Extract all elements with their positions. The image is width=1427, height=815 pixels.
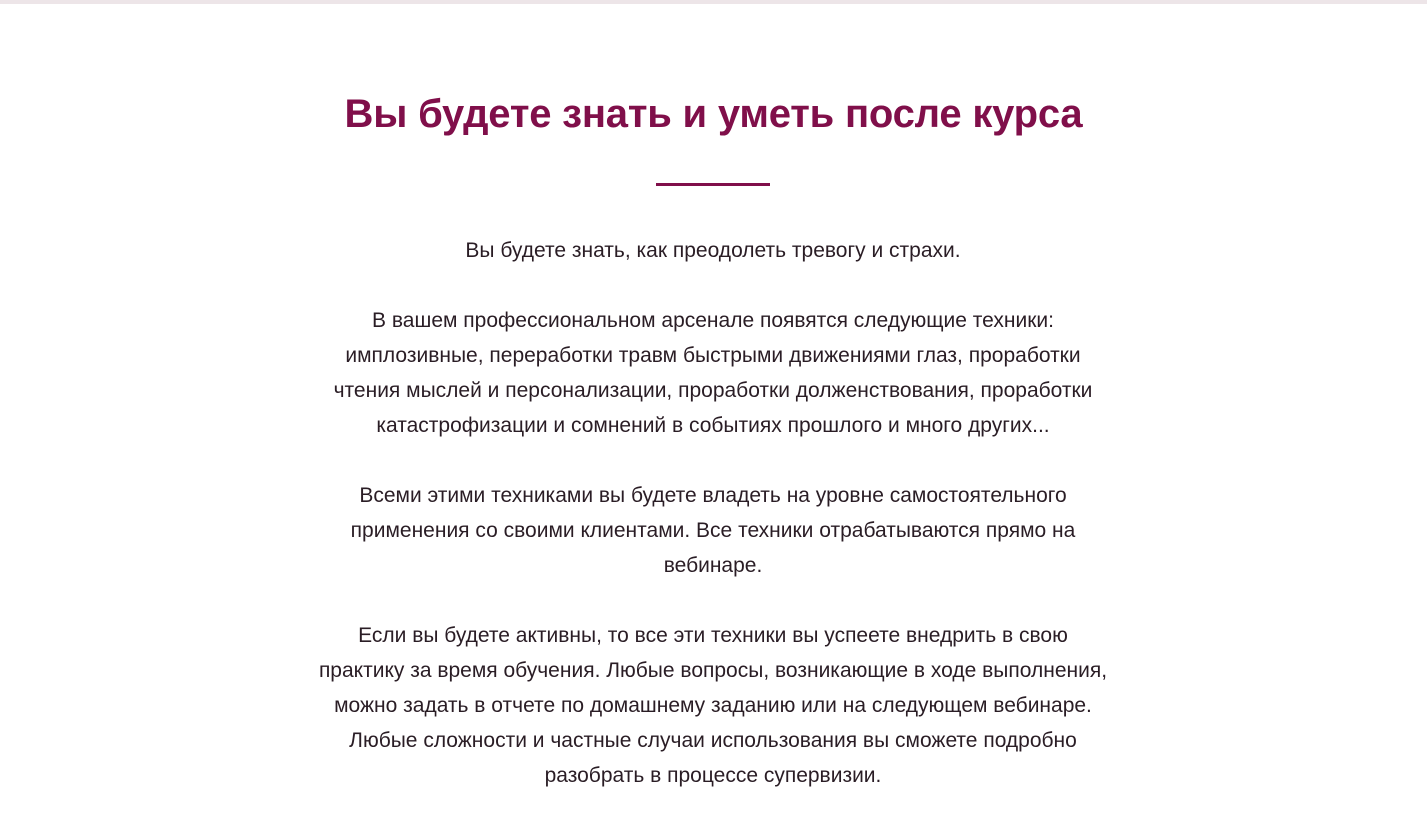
section-title: Вы будете знать и уметь после курса: [344, 92, 1083, 136]
paragraph-techniques: В вашем профессиональном арсенале появятся следующие техники: имплозивные, переработки травм быстрыми движениями глаз, проработки чтения мыслей и персонализации, проработки долженствования, проработки катастрофизации и сомнений в событиях прошлого и много других...: [333, 309, 1093, 437]
section-body: [263, 233, 1163, 793]
paragraph-fears: Вы будете знать, как преодолеть тревогу и страхи.: [465, 239, 961, 262]
title-underline: [656, 183, 770, 186]
paragraph-practice: Если вы будете активны, то все эти техники вы успеете внедрить в свою практику за время обучения. Любые вопросы, возникающие в ходе выполнения, можно задать в отчете по домашнему заданию или на следующем вебинаре. Любые сложности и частные случаи использования вы сможете подробно разобрать в процессе супервизии.: [318, 624, 1108, 787]
paragraph-mastery: Всеми этими техниками вы будете владеть на уровне самостоятельного применения со своими клиентами. Все техники отрабатываются прямо на вебинаре.: [350, 484, 1076, 577]
